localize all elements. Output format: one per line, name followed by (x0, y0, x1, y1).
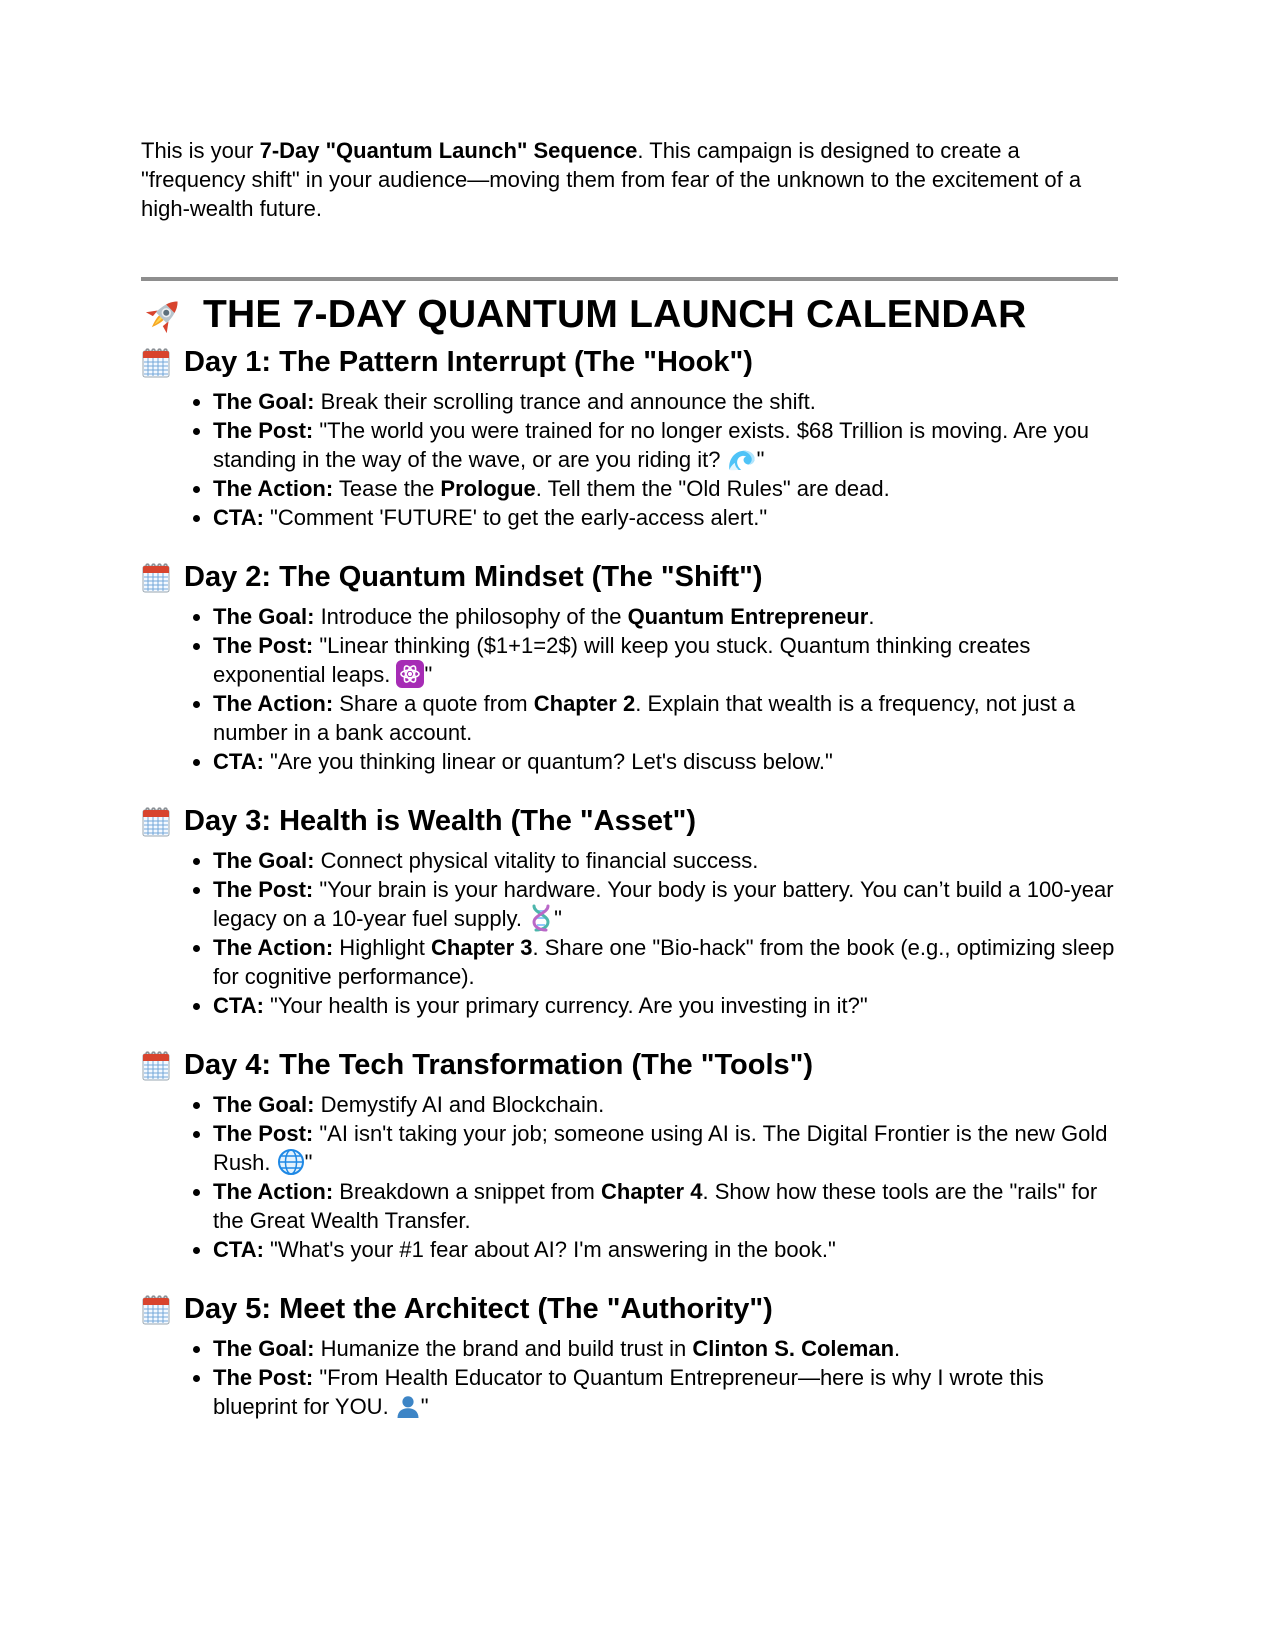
text-segment: The Goal: (213, 1092, 315, 1117)
text-segment: Quantum Entrepreneur (627, 604, 869, 629)
day-bullet-list (141, 1334, 1118, 1421)
text-segment: The Goal: (213, 604, 315, 629)
day-heading-label: Day 1: The Pattern Interrupt (The "Hook") (184, 346, 753, 378)
text-segment: Break their scrolling trance and announce the shift. (314, 389, 816, 414)
day-section (141, 345, 1118, 532)
bullet-item (213, 1119, 1118, 1177)
text-segment: "The world you were trained for no longer exists. $68 Trillion is moving. Are you standing in the way of the wave, or are you riding it? (213, 418, 1089, 472)
day-heading-label: Day 3: Health is Wealth (The "Asset") (184, 805, 697, 837)
text-segment: The Goal: (213, 848, 315, 873)
text-segment: The Post: (213, 633, 314, 658)
text-segment: Highlight (333, 935, 432, 960)
text-segment: . Share one "Bio-hack" from the book (e.g., optimizing sleep for cognitive performance). (213, 935, 1115, 989)
day-section (141, 804, 1118, 1020)
text-segment: Breakdown a snippet from (333, 1179, 601, 1204)
text-segment: Chapter 3 (431, 935, 533, 960)
text-segment: Connect physical vitality to financial success. (314, 848, 759, 873)
day-bullet-list (141, 1090, 1118, 1264)
text-segment: " (304, 1150, 313, 1175)
day-heading (141, 1048, 1118, 1082)
text-segment: THE 7-DAY QUANTUM LAUNCH CALENDAR (203, 293, 1027, 336)
bullet-item (213, 1363, 1118, 1421)
bullet-item (213, 846, 1118, 875)
text-segment: " (420, 1394, 429, 1419)
day-heading-label: Day 5: Meet the Architect (The "Authority") (184, 1293, 773, 1325)
text-segment: "Your brain is your hardware. Your body is your battery. You can’t build a 100-year legacy on a 10-year fuel supply. (213, 877, 1114, 931)
text-segment: Tease the (333, 476, 441, 501)
text-segment: Share a quote from (333, 691, 534, 716)
text-segment: . (894, 1336, 901, 1361)
text-segment: " (424, 662, 433, 687)
text-segment: CTA: (213, 749, 264, 774)
day-bullet-list (141, 846, 1118, 1020)
spiral-calendar-icon (141, 345, 171, 379)
text-segment: "AI isn't taking your job; someone using AI is. The Digital Frontier is the new Gold Rush. (213, 1121, 1108, 1175)
bullet-item (213, 503, 1118, 532)
dna-icon (528, 904, 554, 932)
bullet-item (213, 933, 1118, 991)
day-heading (141, 345, 1118, 379)
text-segment: Prologue (440, 476, 536, 501)
text-segment: The Post: (213, 418, 314, 443)
bullet-item (213, 1177, 1118, 1235)
day-heading-label: Day 4: The Tech Transformation (The "Tools") (184, 1049, 814, 1081)
day-heading (141, 560, 1118, 594)
text-segment: . (868, 604, 875, 629)
text-segment: CTA: (213, 505, 264, 530)
globe-icon (277, 1148, 305, 1176)
text-segment: Chapter 2 (533, 691, 636, 716)
day-sections (141, 345, 1118, 1421)
bullet-item (213, 1334, 1118, 1363)
day-section (141, 560, 1118, 776)
text-segment: " (554, 906, 562, 931)
text-segment: "Are you thinking linear or quantum? Let's discuss below." (263, 749, 833, 774)
bullet-item (213, 689, 1118, 747)
bullet-item (213, 875, 1118, 933)
text-segment: The Goal: (213, 1336, 315, 1361)
text-segment: This is your (141, 138, 260, 163)
bullet-item (213, 991, 1118, 1020)
spiral-calendar-icon (141, 1048, 171, 1082)
bullet-item (213, 474, 1118, 503)
text-segment: "Your health is your primary currency. Are you investing in it?" (263, 993, 868, 1018)
text-segment: Clinton S. Coleman (692, 1336, 895, 1361)
bullet-item (213, 416, 1118, 474)
bullet-item (213, 387, 1118, 416)
day-section (141, 1048, 1118, 1264)
text-segment: The Goal: (213, 389, 315, 414)
section-divider (141, 277, 1118, 281)
bust-silhouette-icon (395, 1394, 421, 1420)
spiral-calendar-icon (141, 560, 171, 594)
bullet-item (213, 1090, 1118, 1119)
text-segment: "From Health Educator to Quantum Entrepreneur—here is why I wrote this blueprint for YOU. (213, 1365, 1044, 1419)
calendar-title (141, 291, 1118, 339)
text-segment: "Comment 'FUTURE' to get the early-access alert." (263, 505, 768, 530)
text-segment: The Action: (213, 935, 334, 960)
day-heading-label: Day 2: The Quantum Mindset (The "Shift") (184, 561, 763, 593)
text-segment: The Post: (213, 877, 314, 902)
text-segment: . Tell them the "Old Rules" are dead. (535, 476, 890, 501)
day-section (141, 1292, 1118, 1421)
text-segment: The Post: (213, 1365, 314, 1390)
text-segment: . This campaign is designed to create a "frequency shift" in your audience—moving them from fear of the unknown to the excitement of a high-wealth future. (141, 138, 1082, 221)
atom-icon (396, 660, 424, 688)
text-segment: . Explain that wealth is a frequency, not just a number in a bank account. (213, 691, 1076, 745)
text-segment: Introduce the philosophy of the (314, 604, 628, 629)
day-heading (141, 1292, 1118, 1326)
text-segment: CTA: (213, 993, 264, 1018)
text-segment: " (756, 447, 765, 472)
day-bullet-list (141, 602, 1118, 776)
text-segment: The Action: (213, 691, 334, 716)
day-heading (141, 804, 1118, 838)
rocket-icon (141, 292, 187, 338)
bullet-item (213, 631, 1118, 689)
text-segment: "Linear thinking ($1+1=2$) will keep you stuck. Quantum thinking creates exponential leaps. (213, 633, 1031, 687)
spiral-calendar-icon (141, 1292, 171, 1326)
text-segment: "What's your #1 fear about AI? I'm answering in the book." (263, 1237, 836, 1262)
bullet-item (213, 747, 1118, 776)
intro-paragraph (141, 136, 1118, 223)
text-segment: Chapter 4 (601, 1179, 703, 1204)
day-bullet-list (141, 387, 1118, 532)
text-segment: Demystify AI and Blockchain. (314, 1092, 605, 1117)
text-segment: . Show how these tools are the "rails" for the Great Wealth Transfer. (213, 1179, 1098, 1233)
text-segment: 7-Day "Quantum Launch" Sequence (259, 138, 638, 163)
water-wave-icon (727, 447, 757, 473)
bullet-item (213, 602, 1118, 631)
text-segment: Humanize the brand and build trust in (314, 1336, 693, 1361)
text-segment: The Action: (213, 1179, 334, 1204)
text-segment: CTA: (213, 1237, 264, 1262)
spiral-calendar-icon (141, 804, 171, 838)
text-segment: The Post: (213, 1121, 314, 1146)
bullet-item (213, 1235, 1118, 1264)
text-segment: The Action: (213, 476, 334, 501)
